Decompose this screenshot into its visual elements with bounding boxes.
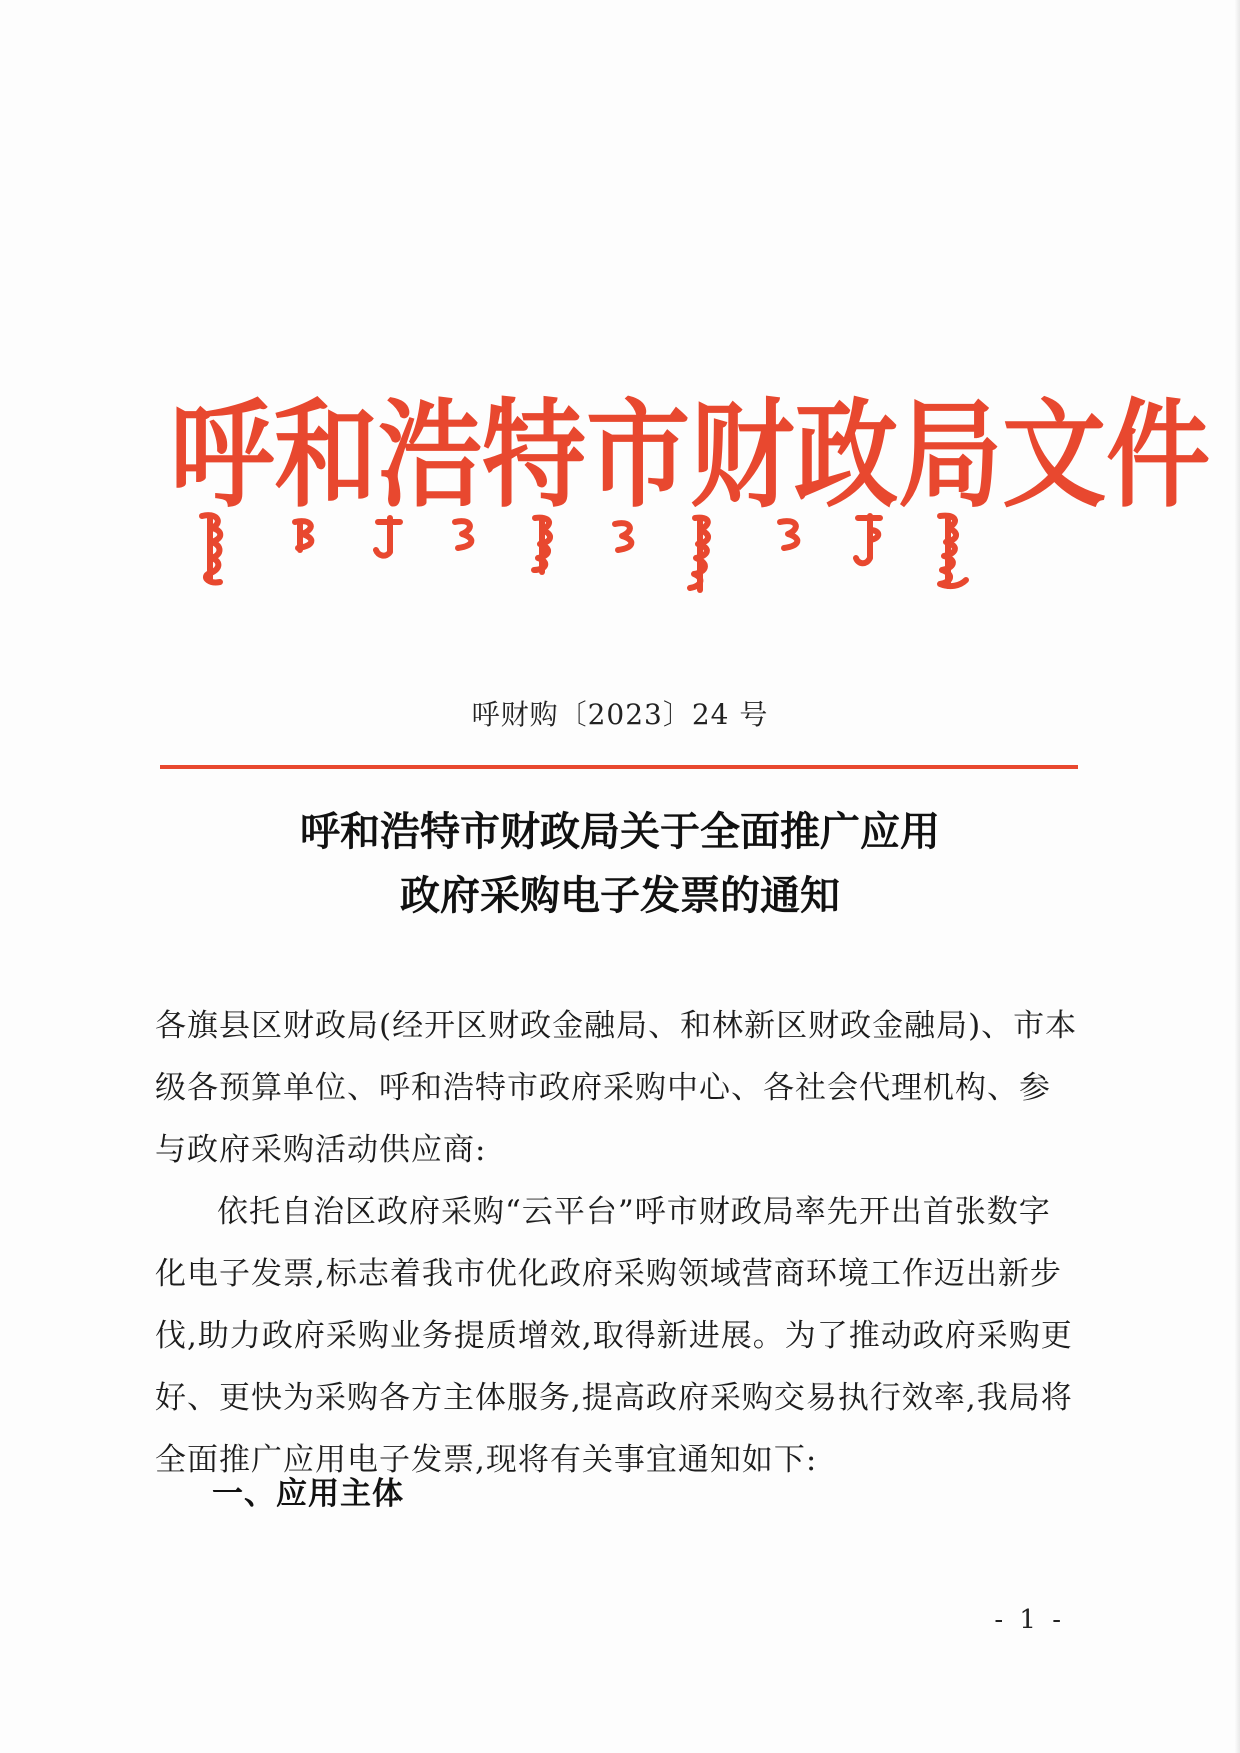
document-title-line: 呼和浩特市财政局关于全面推广应用 bbox=[300, 809, 940, 855]
section-heading: 一、应用主体 bbox=[212, 1476, 404, 1512]
red-divider-line bbox=[160, 765, 1078, 769]
document-title bbox=[0, 800, 1240, 928]
document-number: 呼财购〔2023〕24 号 bbox=[471, 698, 769, 731]
recipients-paragraph: 各旗县区财政局(经开区财政金融局、和林新区财政金融局)、市本级各预算单位、呼和浩特市政府采购中心、各社会代理机构、参与政府采购活动供应商: bbox=[155, 1008, 1078, 1168]
letterhead-title bbox=[170, 378, 1211, 524]
letterhead-char: 件 bbox=[1106, 385, 1211, 524]
page-number: - 1 - bbox=[994, 1605, 1065, 1635]
letterhead-char: 特 bbox=[482, 385, 587, 524]
letterhead-char: 市 bbox=[586, 385, 691, 524]
document-title-line: 政府采购电子发票的通知 bbox=[400, 873, 840, 919]
mongolian-script-letterhead bbox=[190, 508, 1050, 598]
letterhead-char: 和 bbox=[274, 385, 379, 524]
letterhead-char: 财 bbox=[690, 385, 795, 524]
mongolian-script-graphic bbox=[190, 508, 1050, 598]
letterhead-char: 局 bbox=[898, 385, 1003, 524]
letterhead-char: 政 bbox=[794, 385, 899, 524]
document-body bbox=[155, 995, 1080, 1491]
letterhead-char: 浩 bbox=[378, 385, 483, 524]
letterhead-char: 呼 bbox=[170, 385, 275, 524]
body-paragraph: 依托自治区政府采购“云平台”呼市财政局率先开出首张数字化电子发票,标志着我市优化政府采购领域营商环境工作迈出新步伐,助力政府采购业务提质增效,取得新进展。为了推动政府采购更好、更快为采购各方主体服务,提高政府采购交易执行效率,我局将全面推广应用电子发票,现将有关事宜通知如下: bbox=[155, 1194, 1073, 1478]
letterhead-char: 文 bbox=[1002, 385, 1107, 524]
